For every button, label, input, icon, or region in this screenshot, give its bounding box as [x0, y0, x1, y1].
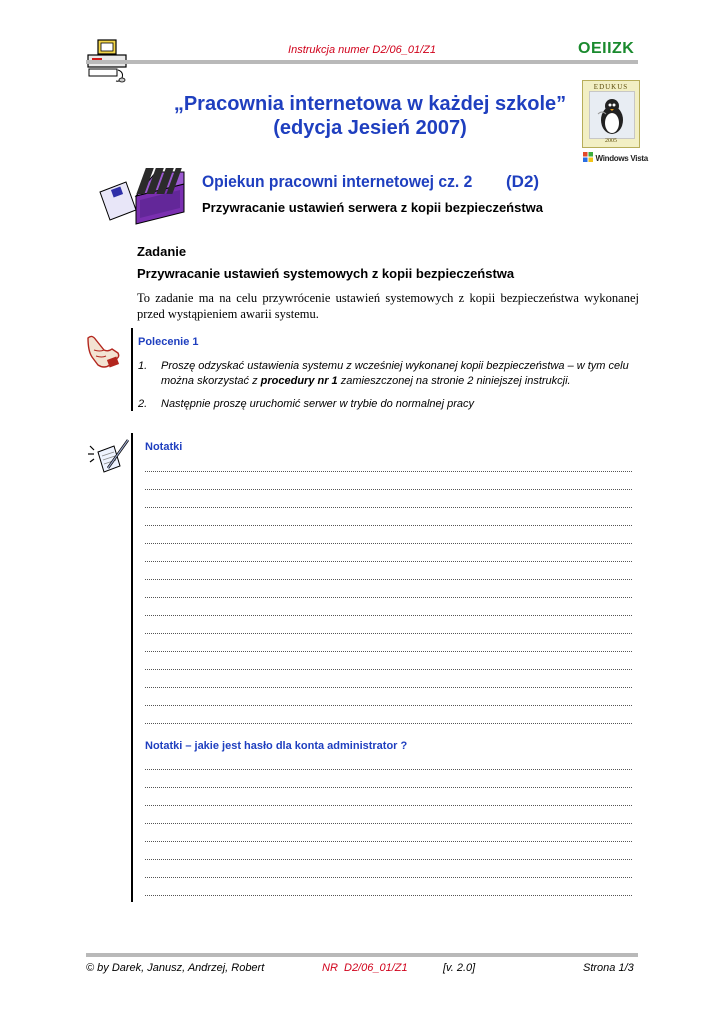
brand-logo: OEIIZK — [578, 40, 635, 57]
notes-line — [145, 876, 632, 878]
floppy-disks-icon — [96, 162, 188, 226]
notes-line — [145, 614, 632, 616]
footer-divider — [86, 953, 638, 957]
task-heading: Zadanie — [137, 244, 187, 259]
notes-line — [145, 578, 632, 580]
command-heading: Polecenie 1 — [138, 336, 199, 348]
command-vertical-rule — [131, 328, 133, 411]
notes-line — [145, 560, 632, 562]
notes-line — [145, 722, 632, 724]
item-text — [161, 359, 641, 389]
item-number: 1. — [138, 360, 148, 372]
section-subtitle: Przywracanie ustawień serwera z kopii bezpieczeństwa — [202, 200, 544, 215]
notes-line — [145, 822, 632, 824]
windows-vista-logo — [583, 152, 648, 163]
notes-line — [145, 488, 632, 490]
notes-line — [145, 542, 632, 544]
footer-authors: © by Darek, Janusz, Andrzej, Robert — [86, 962, 265, 974]
notes-line — [145, 668, 632, 670]
notes-line — [145, 704, 632, 706]
task-title: Przywracanie ustawień systemowych z kopii bezpieczeństwa — [137, 266, 515, 281]
notes-line — [145, 506, 632, 508]
command-item-2 — [138, 397, 648, 413]
item-text: Następnie proszę uruchomić serwer w trybie do normalnej pracy — [161, 398, 475, 410]
footer-page: Strona 1/3 — [583, 962, 634, 974]
instruction-number: Instrukcja numer D2/06_01/Z1 — [288, 44, 436, 56]
command-item-1 — [138, 359, 648, 391]
procedure-ref: procedury nr 1 — [260, 375, 338, 387]
notepad-pen-icon — [86, 438, 132, 478]
pointing-hand-icon — [84, 330, 124, 370]
notes-line — [145, 524, 632, 526]
footer-version: [v. 2.0] — [443, 962, 476, 974]
notes-line — [145, 804, 632, 806]
item-text-a: Proszę odzyskać ustawienia systemu z wcześniej wykonanej kopii bezpieczeństwa – w tym celu można skorzystać z — [161, 360, 629, 387]
item-text-b: zamieszczonej na stronie 2 niniejszej instrukcji. — [337, 375, 571, 387]
notes-line — [145, 894, 632, 896]
section-title: Opiekun pracowni internetowej cz. 2 — [202, 172, 473, 191]
notes-line — [145, 470, 632, 472]
notes-line — [145, 596, 632, 598]
notes-line — [145, 858, 632, 860]
header-divider — [86, 60, 638, 64]
item-number: 2. — [138, 398, 148, 410]
notes-vertical-rule — [131, 433, 133, 902]
notes-line — [145, 786, 632, 788]
badge-text: EDUKUS — [593, 83, 629, 91]
notes-heading: Notatki — [145, 441, 183, 453]
notes-line — [145, 632, 632, 634]
edukus-badge — [582, 80, 640, 148]
section-code: (D2) — [506, 172, 540, 191]
task-description: To zadanie ma na celu przywrócenie ustawień systemowych z kopii bezpieczeństwa wykonanej przed wystąpieniem awarii systemu. — [137, 291, 639, 321]
notes-line — [145, 650, 632, 652]
notes-line — [145, 686, 632, 688]
page-title-line2: (edycja Jesień 2007) — [273, 117, 467, 139]
windows-vista-text: Windows Vista — [595, 154, 648, 163]
badge-year: 2005 — [605, 138, 617, 144]
notes-line — [145, 768, 632, 770]
notes-line — [145, 840, 632, 842]
penguin-icon — [589, 91, 635, 139]
footer-number: NR D2/06_01/Z1 — [322, 962, 408, 974]
notes-password-heading: Notatki – jakie jest hasło dla konta administrator ? — [145, 740, 408, 752]
page-title-line1: „Pracownia internetowa w każdej szkole” — [173, 93, 567, 115]
